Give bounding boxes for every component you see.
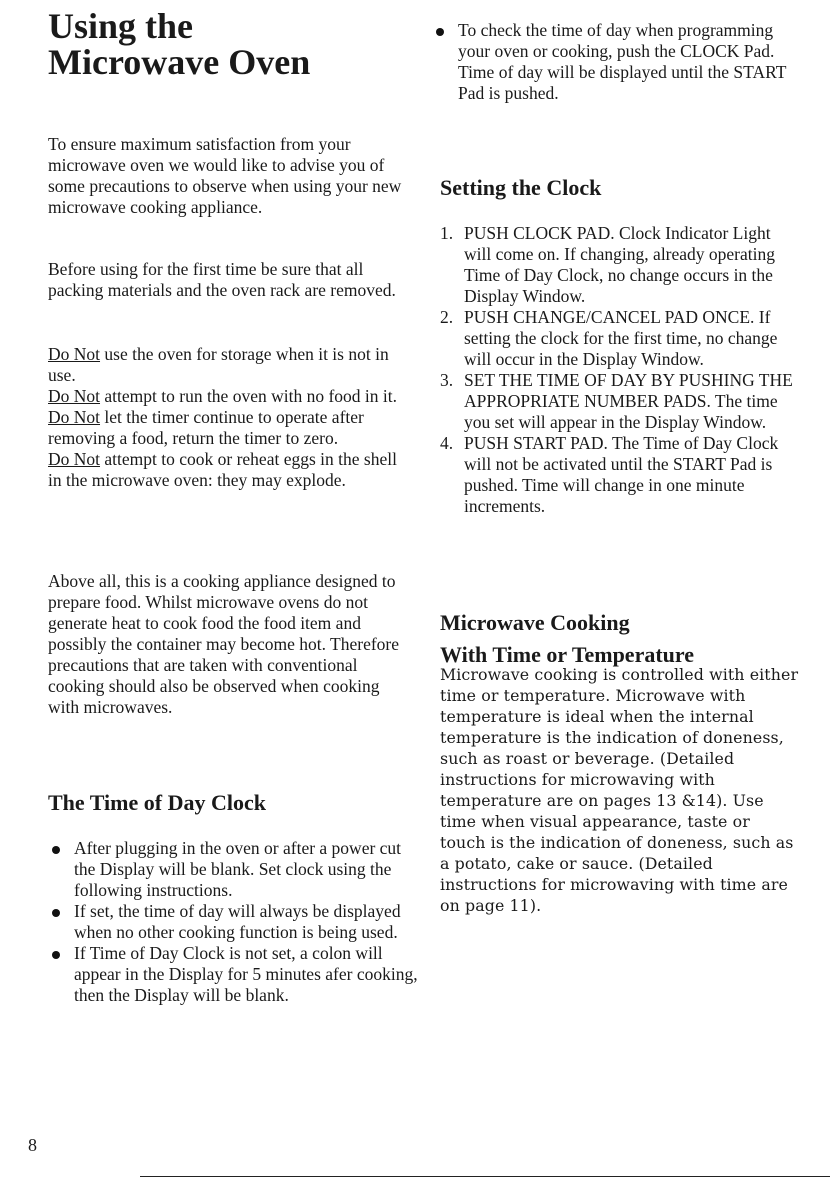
do-not-item: Do Not let the timer continue to operate after removing a food, return the timer to zero. [48, 407, 364, 448]
list-item: 2. PUSH CHANGE/CANCEL PAD ONCE. If setting the clock for the first time, no change will occur in the Display Window. [440, 307, 778, 369]
bullet-icon [52, 951, 60, 959]
intro-paragraph: To ensure maximum satisfaction from your microwave oven we would like to advise you of some precautions to observe when using your new microwave cooking appliance. [48, 134, 402, 217]
do-not-item: Do Not use the oven for storage when it is not in use. [48, 344, 389, 385]
bullet-icon [436, 28, 444, 36]
above-all-paragraph: Above all, this is a cooking appliance designed to prepare food. Whilst microwave ovens do not generate heat to cook food the food item and possibly the container may become hot. Therefore precautions that are taken with conventional cooking should also be observed when cooking with microwaves. [48, 571, 400, 717]
page-number: 8 [28, 1135, 37, 1155]
do-not-item: Do Not attempt to run the oven with no food in it. [48, 386, 397, 406]
list-item: 4. PUSH START PAD. The Time of Day Clock will not be activated until the START Pad is pushed. Time will change in one minute increments. [440, 433, 779, 516]
page-title-line1: Using the [48, 6, 194, 46]
list-item: If Time of Day Clock is not set, a colon will appear in the Display for 5 minutes afer cooking, then the Display will be blank. [48, 943, 418, 1006]
time-of-day-bullets [48, 838, 418, 1006]
setting-clock-steps [440, 223, 802, 517]
page-title-line2: Microwave Oven [48, 42, 311, 82]
setting-clock-heading: Setting the Clock [440, 175, 602, 200]
microwave-cooking-heading-line1: Microwave Cooking [440, 610, 630, 635]
microwave-cooking-paragraph: Microwave cooking is controlled with either time or temperature. Microwave with temperature is ideal when the internal temperature is the indication of doneness, such as roast or beverage. (Detailed instructions for microwaving with temperature are on pages 13 &14). Use time when visual appearance, taste or touch is the indication of doneness, such as a potato, cake or sauce. (Detailed instructions for microwaving with time are on page 11). [440, 665, 799, 915]
page-title [48, 8, 310, 80]
microwave-cooking-heading-line2: With Time or Temperature [440, 642, 695, 667]
check-time-bullet [432, 20, 804, 104]
list-item: 1. PUSH CLOCK PAD. Clock Indicator Light will come on. If changing, already operating Time of Day Clock, no change occurs in the Display Window. [440, 223, 776, 306]
do-not-label: Do Not [48, 386, 101, 406]
do-not-label: Do Not [48, 344, 101, 364]
bullet-icon [52, 909, 60, 917]
do-not-list [48, 344, 408, 491]
do-not-label: Do Not [48, 407, 101, 427]
microwave-cooking-heading [440, 607, 694, 671]
list-item: After plugging in the oven or after a power cut the Display will be blank. Set clock using the following instructions. [48, 838, 418, 901]
time-of-day-heading: The Time of Day Clock [48, 790, 266, 815]
list-item: If set, the time of day will always be displayed when no other cooking function is being used. [48, 901, 418, 943]
do-not-label: Do Not [48, 449, 101, 469]
list-item: 3. SET THE TIME OF DAY BY PUSHING THE APPROPRIATE NUMBER PADS. The time you set will appear in the Display Window. [440, 370, 793, 432]
packing-paragraph: Before using for the first time be sure that all packing materials and the oven rack are removed. [48, 259, 396, 300]
footer-divider [140, 1176, 830, 1177]
list-item: To check the time of day when programming your oven or cooking, push the CLOCK Pad. Time of day will be displayed until the START Pad is pushed. [432, 20, 804, 104]
bullet-icon [52, 846, 60, 854]
do-not-item: Do Not attempt to cook or reheat eggs in the shell in the microwave oven: they may explode. [48, 449, 397, 490]
